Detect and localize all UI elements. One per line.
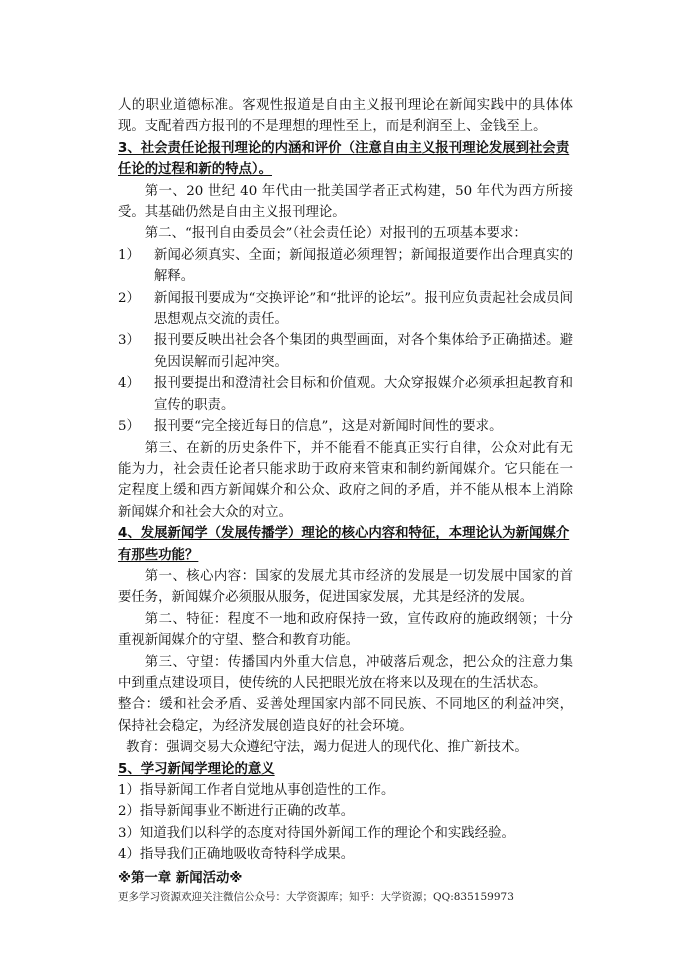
requirement-text: 新闻必须真实、全面；新闻报道必须理智；新闻报道要作出合理真实的解释。 <box>154 247 573 285</box>
chapter-title: ※第一章 新闻活动※ <box>118 870 243 886</box>
requirement-item <box>118 288 573 331</box>
list-item: 2）指导新闻事业不断进行正确的改革。 <box>118 804 355 820</box>
requirement-item <box>118 330 573 373</box>
document-page <box>118 95 573 890</box>
section-4-para-5: 教育：强调交易大众遵纪守法，竭力促进人的现代化、推广新技术。 <box>126 740 528 756</box>
requirement-number: 1） <box>118 247 140 263</box>
section-3-para-1: 第一、20 世纪 40 年代由一批美国学者正式构建，50 年代为西方所接受。其基础仍然是自由主义报刊理论。 <box>118 183 573 221</box>
section-4-para-3: 第三、守望：传播国内外重大信息，冲破落后观念，把公众的注意力集中到重点建设项目，使传统的人民把眼光放在将来以及现在的生活状态。 <box>118 654 573 691</box>
section-4-para-2: 第二、特征：程度不一地和政府保持一致，宣传政府的施政纲领；十分重视新闻媒介的守望、整合和教育功能。 <box>118 611 573 649</box>
section-4-para-1: 第一、核心内容：国家的发展尤其市经济的发展是一切发展中国家的首要任务，新闻媒介必须服从服务，促进国家发展，尤其是经济的发展。 <box>118 568 573 606</box>
requirement-text: 新闻报刊要成为“交换评论”和“批评的论坛”。报刊应负责起社会成员间思想观点交流的责任。 <box>154 290 573 328</box>
section-3-heading: 3、社会责任论报刊理论的内涵和评价（注意自由主义报刊理论发展到社会责任论的过程和新的特点）。 <box>118 140 570 178</box>
list-item: 3）知道我们以科学的态度对待国外新闻工作的理论个和实践经验。 <box>118 825 515 841</box>
section-4-heading: 4、发展新闻学（发展传播学）理论的核心内容和特征，本理论认为新闻媒介有那些功能？ <box>118 526 570 563</box>
requirement-text: 报刊要反映出社会各个集团的典型画面，对各个集体给予正确描述。避免因误解而引起冲突。 <box>154 333 573 370</box>
requirement-number: 5） <box>118 419 140 435</box>
section-5-heading: 5、学习新闻学理论的意义 <box>118 761 275 777</box>
intro-paragraph: 人的职业道德标准。客观性报道是自由主义报刊理论在新闻实践中的具体体现。支配着西方报刊的不是理想的理性至上，而是利润至上、金钱至上。 <box>118 98 573 135</box>
footer-note: 更多学习资源欢迎关注微信公众号：大学资源库；知乎：大学资源；QQ:835159973 <box>118 891 514 903</box>
requirement-text: 报刊要提出和澄清社会目标和价值观。大众穿报媒介必须承担起教育和宣传的职责。 <box>154 376 573 413</box>
list-item: 4）指导我们正确地吸收奇特科学成果。 <box>118 847 355 863</box>
requirement-number: 2） <box>118 290 140 306</box>
section-3-para-3: 第三、在新的历史条件下，并不能看不能真正实行自律，公众对此有无能为力，社会责任论者只能求助于政府来管束和制约新闻媒介。它只能在一定程度上缓和西方新闻媒介和公众、政府之间的矛盾，并不能从根本上消除新闻媒介和社会大众的对立。 <box>118 440 573 520</box>
requirement-item <box>118 373 573 416</box>
requirement-number: 4） <box>118 376 140 392</box>
requirement-item <box>118 416 573 437</box>
section-3-para-2: 第二、“报刊自由委员会”（社会责任论）对报刊的五项基本要求： <box>144 226 527 242</box>
requirement-number: 3） <box>118 333 140 349</box>
section-4-para-4: 整合：缓和社会矛盾、妥善处理国家内部不同民族、不同地区的利益冲突，保持社会稳定，为经济发展创造良好的社会环境。 <box>118 697 573 734</box>
requirement-text: 报刊要“完全接近每日的信息”，这是对新闻时间性的要求。 <box>154 419 503 435</box>
list-item: 1）指导新闻工作者自觉地从事创造性的工作。 <box>118 783 395 798</box>
requirement-item <box>118 245 573 288</box>
